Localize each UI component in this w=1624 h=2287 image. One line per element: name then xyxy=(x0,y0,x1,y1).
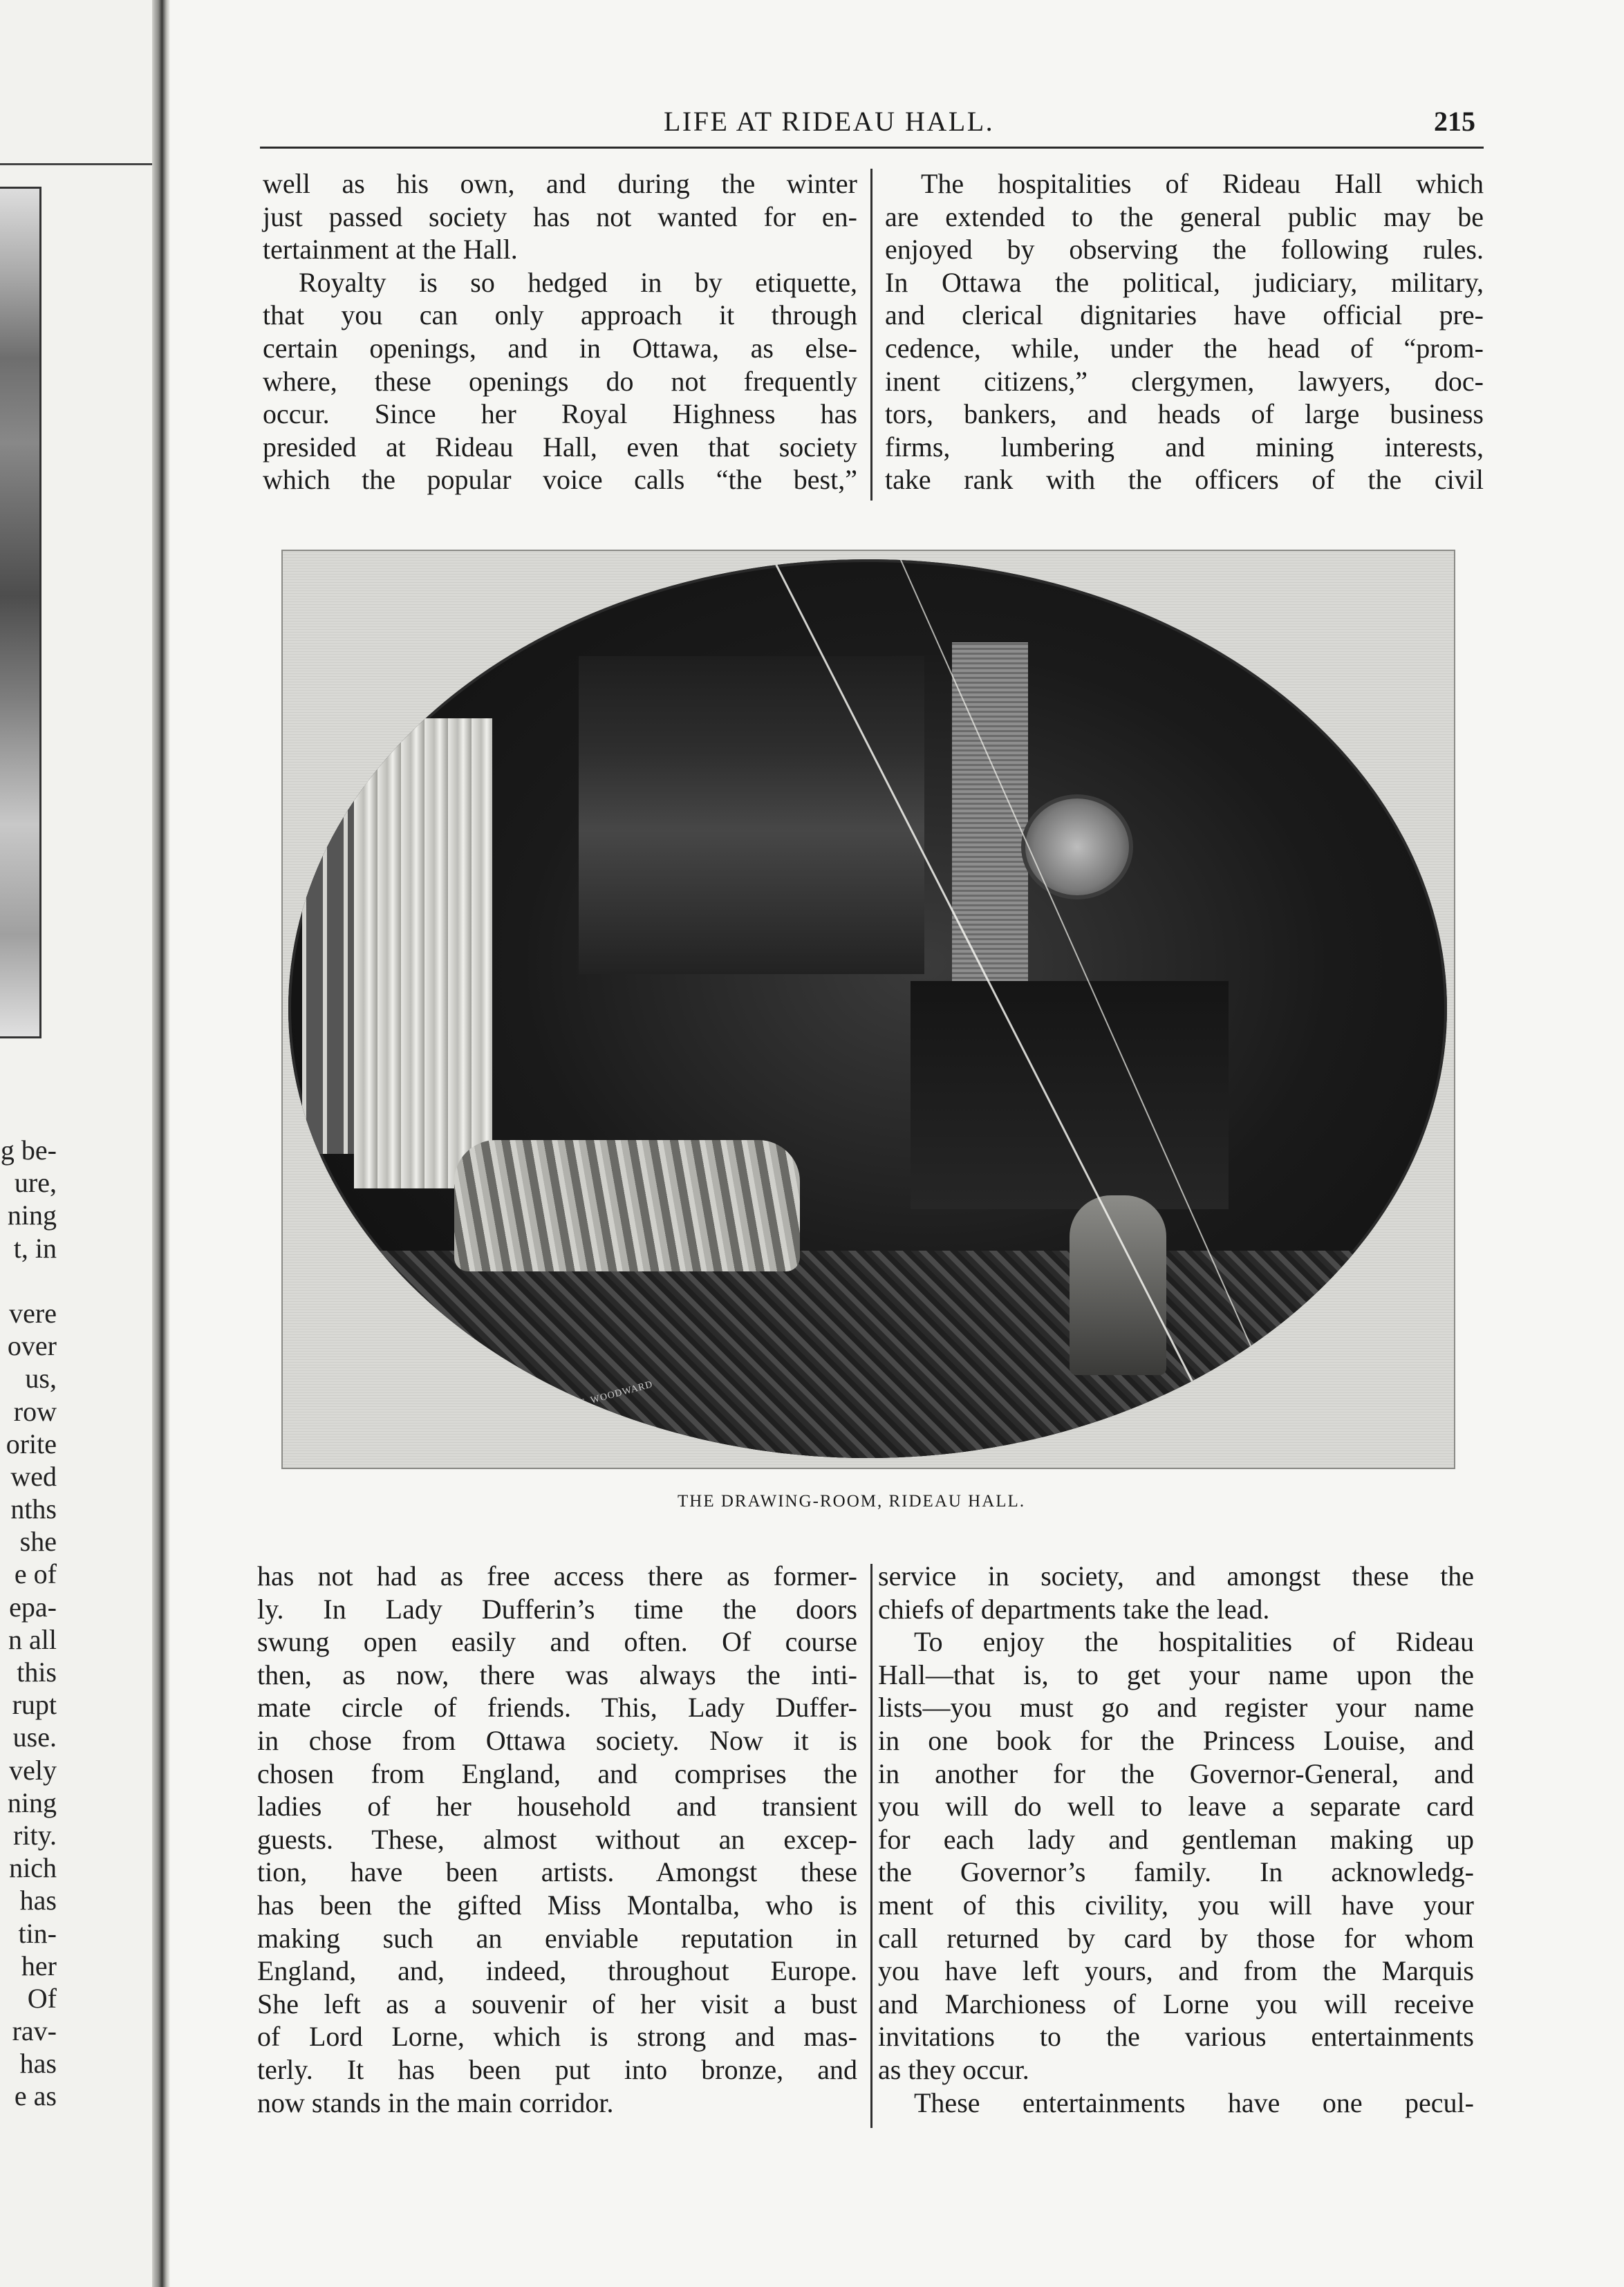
adjacent-page-fragment: rupt xyxy=(12,1689,57,1721)
adjacent-page-fragment: orite xyxy=(6,1428,57,1459)
text-column-bottom-left xyxy=(257,1560,857,2119)
text-line: service in society, and amongst these the xyxy=(878,1560,1474,1591)
adjacent-page-illustration xyxy=(0,187,41,1038)
text-line: making such an enviable reputation in xyxy=(257,1922,857,1954)
adjacent-page-fragment xyxy=(0,1264,57,1297)
text-line: that you can only approach it through xyxy=(263,299,857,331)
engraving-mantelpiece xyxy=(911,981,1229,1209)
book-gutter xyxy=(152,0,170,2287)
text-line: and clerical dignitaries have official pre- xyxy=(885,299,1484,331)
adjacent-page-fragment: has xyxy=(19,1885,57,1916)
engraving-chair xyxy=(1070,1195,1166,1375)
engraving-round-mirror xyxy=(1021,794,1133,899)
text-line: of Lord Lorne, which is strong and mas- xyxy=(257,2021,857,2053)
text-line: tion, have been artists. Amongst these xyxy=(257,1856,857,1888)
adjacent-page-fragment: epa- xyxy=(9,1591,57,1623)
text-line: inent citizens,” clergymen, lawyers, doc- xyxy=(885,365,1484,397)
adjacent-page-text-fragments xyxy=(0,1134,57,2113)
text-line: in one book for the Princess Louise, and xyxy=(878,1724,1474,1756)
text-line: tertainment at the Hall. xyxy=(263,234,518,265)
adjacent-page-rule xyxy=(0,163,152,165)
illustration-caption: THE DRAWING-ROOM, RIDEAU HALL. xyxy=(678,1492,1026,1511)
text-line: now stands in the main corridor. xyxy=(257,2087,614,2118)
text-line: then, as now, there was always the inti- xyxy=(257,1659,857,1690)
adjacent-page-fragment: e as xyxy=(14,2080,57,2112)
adjacent-page-fragment: n all xyxy=(8,1623,57,1655)
text-line: The hospitalities of Rideau Hall which xyxy=(921,168,1484,199)
text-line: just passed society has not wanted for en- xyxy=(263,200,857,232)
text-line: tors, bankers, and heads of large business xyxy=(885,398,1484,430)
text-line: are extended to the general public may be xyxy=(885,200,1484,232)
engraving-sofa xyxy=(454,1140,800,1271)
adjacent-page-fragment: rity. xyxy=(13,1819,57,1851)
text-line: which the popular voice calls “the best,” xyxy=(263,464,857,496)
text-line: you have left yours, and from the Marquis xyxy=(878,1955,1474,1987)
text-line: swung open easily and often. Of course xyxy=(257,1626,857,1658)
page-number: 215 xyxy=(1434,106,1475,137)
adjacent-page-fragment: g be- xyxy=(0,1135,57,1166)
adjacent-page-fragment: rav- xyxy=(12,2015,57,2047)
text-line: She left as a souvenir of her visit a bust xyxy=(257,1988,857,2019)
adjacent-page-fragment: over xyxy=(7,1330,57,1362)
adjacent-page-fragment: vere xyxy=(9,1297,57,1329)
adjacent-page-fragment: this xyxy=(17,1656,57,1688)
text-line: certain openings, and in Ottawa, as else- xyxy=(263,332,857,364)
text-line: guests. These, almost without an excep- xyxy=(257,1823,857,1855)
text-line: ly. In Lady Dufferin’s time the doors xyxy=(257,1593,857,1625)
text-line: Royalty is so hedged in by etiquette, xyxy=(299,266,857,298)
text-line: These entertainments have one pecul- xyxy=(914,2087,1474,2118)
adjacent-page-fragment: she xyxy=(19,1526,57,1558)
text-line: invitations to the various entertainments xyxy=(878,2021,1474,2053)
text-line: terly. It has been put into bronze, and xyxy=(257,2053,857,2085)
text-line: In Ottawa the political, judiciary, military, xyxy=(885,266,1484,298)
text-column-top-left xyxy=(263,167,857,496)
running-head-title: LIFE AT RIDEAU HALL. xyxy=(664,106,995,137)
text-line: has not had as free access there as former- xyxy=(257,1560,857,1591)
adjacent-page-fragment: ure, xyxy=(14,1167,57,1199)
text-column-bottom-right xyxy=(878,1560,1474,2119)
text-line: lists—you must go and register your name xyxy=(878,1692,1474,1724)
adjacent-page-fragment: row xyxy=(13,1395,57,1427)
text-line: England, and, indeed, throughout Europe. xyxy=(257,1955,857,1987)
text-line: chiefs of departments take the lead. xyxy=(878,1593,1270,1625)
text-line: firms, lumbering and mining interests, xyxy=(885,431,1484,463)
text-column-top-right xyxy=(885,167,1484,496)
text-line: the Governor’s family. In acknowledg- xyxy=(878,1856,1474,1888)
adjacent-page-fragment: has xyxy=(19,2048,57,2080)
text-line: and Marchioness of Lorne you will receive xyxy=(878,1988,1474,2019)
oval-vignette xyxy=(288,559,1447,1458)
text-line: presided at Rideau Hall, even that society xyxy=(263,431,857,463)
text-line: mate circle of friends. This, Lady Duffer- xyxy=(257,1692,857,1724)
text-line: has been the gifted Miss Montalba, who is xyxy=(257,1889,857,1921)
drawing-room-engraving xyxy=(281,550,1455,1469)
text-line: for each lady and gentleman making up xyxy=(878,1823,1474,1855)
text-line: take rank with the officers of the civil xyxy=(885,464,1484,496)
adjacent-page-fragment: vely xyxy=(9,1754,57,1786)
text-line: enjoyed by observing the following rules. xyxy=(885,234,1484,265)
engraving-lace-curtain xyxy=(354,718,492,1188)
text-line: Hall—that is, to get your name upon the xyxy=(878,1659,1474,1690)
text-line: occur. Since her Royal Highness has xyxy=(263,398,857,430)
adjacent-page-fragment: nths xyxy=(10,1493,57,1525)
column-divider-top xyxy=(870,169,872,501)
text-line: as they occur. xyxy=(878,2053,1029,2085)
text-line: ladies of her household and transient xyxy=(257,1791,857,1822)
engraver-signature: F. WOODWARD xyxy=(578,1379,655,1409)
engraving-carpet xyxy=(371,1251,1408,1458)
header-rule xyxy=(260,147,1484,149)
text-line: you will do well to leave a separate card xyxy=(878,1791,1474,1822)
text-line: To enjoy the hospitalities of Rideau xyxy=(914,1626,1474,1658)
adjacent-page-fragment: nich xyxy=(9,1852,57,1884)
adjacent-page-fragment: use. xyxy=(12,1721,57,1753)
text-line: in chose from Ottawa society. Now it is xyxy=(257,1724,857,1756)
adjacent-page-fragment: Of xyxy=(27,1982,57,2014)
adjacent-page-fragment: ning xyxy=(7,1199,57,1231)
adjacent-page-fragment: wed xyxy=(10,1460,57,1492)
adjacent-page-fragment: ning xyxy=(7,1786,57,1818)
column-divider-bottom xyxy=(870,1564,872,2128)
adjacent-page-fragment: tin- xyxy=(18,1917,57,1949)
text-line: in another for the Governor-General, and xyxy=(878,1757,1474,1789)
text-line: cedence, while, under the head of “prom- xyxy=(885,332,1484,364)
engraving-wall-painting xyxy=(579,656,924,974)
text-line: where, these openings do not frequently xyxy=(263,365,857,397)
adjacent-page-fragment: us, xyxy=(25,1363,57,1394)
adjacent-page-fragment: her xyxy=(21,1950,57,1981)
text-line: chosen from England, and comprises the xyxy=(257,1757,857,1789)
text-line: call returned by card by those for whom xyxy=(878,1922,1474,1954)
text-line: ment of this civility, you will have your xyxy=(878,1889,1474,1921)
adjacent-page-fragment: e of xyxy=(14,1558,57,1590)
text-line: well as his own, and during the winter xyxy=(263,168,857,199)
adjacent-page-fragment: t, in xyxy=(13,1232,57,1264)
